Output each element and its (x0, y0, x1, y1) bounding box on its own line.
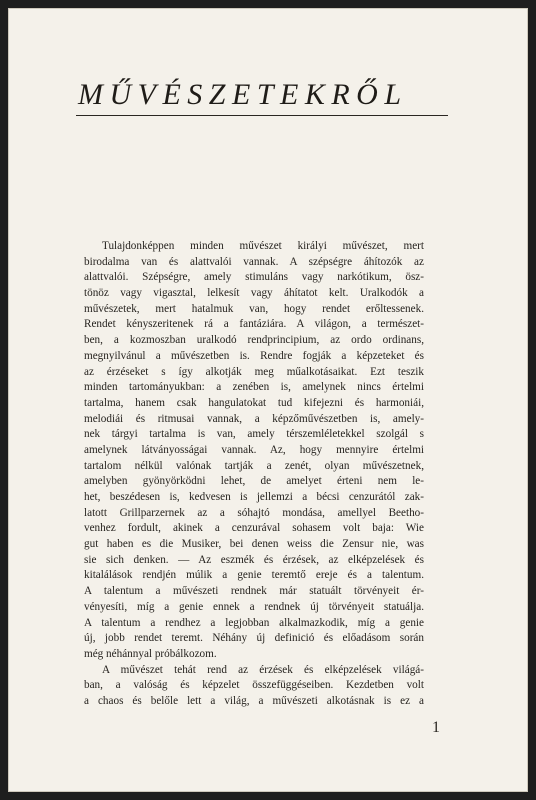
text-line: még néhánnyal próbálkozom. (84, 647, 217, 660)
page-number: 1 (432, 719, 440, 736)
text-line: Rendet kényszeritenek rá a fantáziára. A világon, a természet- (84, 318, 424, 331)
text-line: megnyilvánul a művészetben is. Rendre fogják a képzeteket és (84, 349, 424, 362)
text-line: a chaos és belőle lett a világ, a művészeti alkotásnak is ez a (84, 694, 424, 707)
text-line: A talentum a rendhez a legjobban alkalmazkodik, míg a genie (84, 616, 424, 629)
text-line: het, beszédesen is, kedvesen is jellemzi a bécsi cenzurától zak- (84, 491, 424, 503)
text-line: tartalma, hanem csak hangulatokat tud kifejezni és harmoniái, (84, 396, 424, 409)
text-line: amelyben gyönyörködni lehet, de amelyet érteni nem le- (84, 475, 424, 488)
text-line: tartalom nélkül valónak tartják a zenét, olyan művészetnek, (84, 459, 424, 472)
text-line: A talentum a művészeti rendnek már statuált törvényeit ér- (84, 585, 424, 598)
document-page (8, 8, 528, 792)
text-line: Tulajdonképpen minden művészet királyi művészet, mert (102, 240, 424, 252)
text-line: kitalálások rendjén múlik a genie teremtő ereje és a talentum. (84, 569, 424, 582)
text-line: A művészet tehát rend az érzések és elképzelések világá- (102, 663, 424, 676)
title-underline (76, 115, 448, 116)
text-line: ben, a kozmoszban uralkodó rendprincipium, az ordo ordinans, (84, 334, 424, 347)
text-line: az érzéseket s így alkotják meg műalkotásaikat. Ezt teszik (84, 365, 424, 378)
text-line: latott Grillparzernek az a sóhajtó mondása, amellyel Beetho- (84, 506, 424, 519)
text-line: művészetek, mert hatalmuk van, hogy rendet erőltessenek. (84, 302, 424, 315)
text-line: alattvalói. Szépségre, amely stimuláns vagy narkótikum, ösz- (84, 271, 424, 284)
text-line: tönöz vagy vigasztal, lelkesít vagy áhítatot kelt. Uralkodók a (84, 287, 424, 300)
text-line: nek tárgyi tartalma is van, amely térszemléletekkel szolgál s (84, 428, 424, 441)
text-line: birodalma van és alattvalói vannak. A szépségre áhítozók az (84, 255, 424, 268)
text-line: vényesíti, míg a genie ennek a rendnek új törvényeit statuálja. (84, 600, 424, 613)
text-line: sie sich denken. — Az eszmék és érzések, az elképzelések és (84, 553, 424, 566)
text-line: ban, a valóság és képzelet összefüggéseiben. Kezdetben volt (84, 679, 424, 692)
text-line: venhez fordult, akinek a cenzurával sohasem volt baja: Wie (84, 522, 424, 535)
body-text (84, 239, 424, 710)
text-line: új, jobb rendet teremt. Néhány új definició és előadásom során (84, 632, 424, 645)
page-title: MŰVÉSZETEKRŐL (78, 78, 408, 111)
text-line: melodiái és ritmusai vannak, a képzőművészetben is, amely- (84, 412, 424, 425)
text-line: minden tartományukban: a zenében is, amelynek nincs értelmi (84, 381, 424, 394)
text-line: gut haben es die Musiker, bei denen weiss die Zensur nie, was (84, 538, 424, 551)
text-line: amelynek látványosságai vannak. Az, hogy mennyire értelmi (84, 443, 424, 456)
